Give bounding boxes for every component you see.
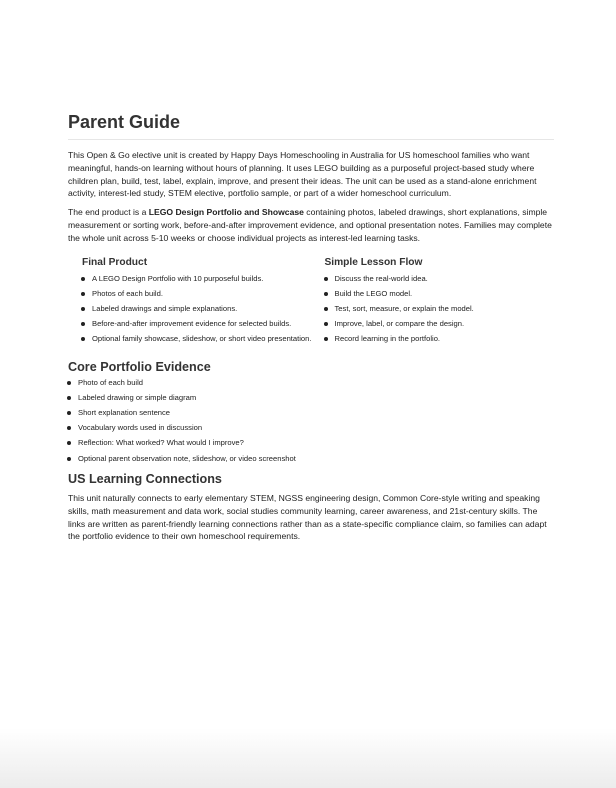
us-connections-paragraph: This unit naturally connects to early elementary STEM, NGSS engineering design, Common Core-style writing and speaking skills, math measurement and data work, social studies community learning, career awareness, and 21st-century skills. The links are written as parent-friendly learning connections rather than as a state-specific compliance claim, so families can adapt the portfolio evidence to their own homeschool requirements.: [68, 493, 547, 542]
document-content: [68, 111, 554, 543]
bullet-icon: [81, 277, 85, 281]
bullet-icon: [67, 441, 71, 445]
bullet-icon: [324, 292, 328, 296]
list-item: Vocabulary words used in discussion: [68, 423, 554, 433]
list-item: Short explanation sentence: [68, 408, 554, 418]
lesson-flow-heading: Simple Lesson Flow: [324, 256, 423, 268]
list-item: Labeled drawing or simple diagram: [68, 393, 554, 403]
list-item: Optional family showcase, slideshow, or short video presentation.: [82, 334, 312, 344]
bullet-icon: [81, 337, 85, 341]
list-item: Photos of each build.: [82, 289, 312, 299]
list-item: Before-and-after improvement evidence for selected builds.: [82, 319, 312, 329]
final-product-list: [82, 274, 312, 345]
list-item: Discuss the real-world idea.: [325, 274, 555, 284]
list-item: Record learning in the portfolio.: [325, 334, 555, 344]
list-item: Optional parent observation note, slideshow, or video screenshot: [68, 454, 554, 464]
bullet-icon: [67, 411, 71, 415]
bullet-icon: [324, 277, 328, 281]
bullet-icon: [67, 381, 71, 385]
bullet-icon: [324, 337, 328, 341]
end-product-prefix: The end product is a: [68, 207, 149, 218]
list-item: A LEGO Design Portfolio with 10 purposeful builds.: [82, 274, 312, 284]
us-connections-heading: US Learning Connections: [68, 472, 222, 487]
list-item: Photo of each build: [68, 378, 554, 388]
list-item: Labeled drawings and simple explanations.: [82, 304, 312, 314]
list-item: Improve, label, or compare the design.: [325, 319, 555, 329]
bullet-icon: [324, 307, 328, 311]
end-product-paragraph: [68, 206, 554, 244]
end-product-bold: LEGO Design Portfolio and Showcase: [148, 207, 304, 218]
page-bottom-shadow: [0, 728, 616, 788]
intro-paragraph: This Open & Go elective unit is created by Happy Days Homeschooling in Australia for US homeschool families who want meaningful, hands-on learning without hours of planning. It uses LEGO building as a purposeful project-based study where children plan, build, test, label, explain, improve, and present their ideas. The unit can be used as a stand-alone enrichment activity, interest-led study, STEM elective, portfolio sample, or part of a wider homeschool curriculum.: [68, 150, 537, 199]
list-item: Reflection: What worked? What would I improve?: [68, 438, 554, 448]
bullet-icon: [81, 292, 85, 296]
bullet-icon: [67, 396, 71, 400]
bullet-icon: [67, 457, 71, 461]
bullet-icon: [67, 426, 71, 430]
final-product-column: [68, 256, 312, 350]
bullet-icon: [324, 322, 328, 326]
list-item: Build the LEGO model.: [325, 289, 555, 299]
lesson-flow-list: [325, 274, 555, 345]
final-product-heading: Final Product: [82, 256, 148, 268]
two-column-section: [68, 256, 554, 350]
core-evidence-list: [68, 378, 554, 464]
page-title: Parent Guide: [68, 111, 554, 140]
bullet-icon: [81, 322, 85, 326]
us-connections-section: [68, 471, 554, 543]
list-item: Test, sort, measure, or explain the model.: [325, 304, 555, 314]
end-product-suffix: containing photos, labeled drawings, short explanations, simple measurement or sorting work, before-and-after improvement evidence, and optional presentation notes. Families may complete the whole unit across 5-10 weeks or choose individual projects as interest-led learning tasks.: [68, 207, 552, 243]
bullet-icon: [81, 307, 85, 311]
core-evidence-section: [68, 359, 554, 464]
lesson-flow-column: [312, 256, 555, 350]
core-evidence-heading: Core Portfolio Evidence: [68, 359, 211, 374]
